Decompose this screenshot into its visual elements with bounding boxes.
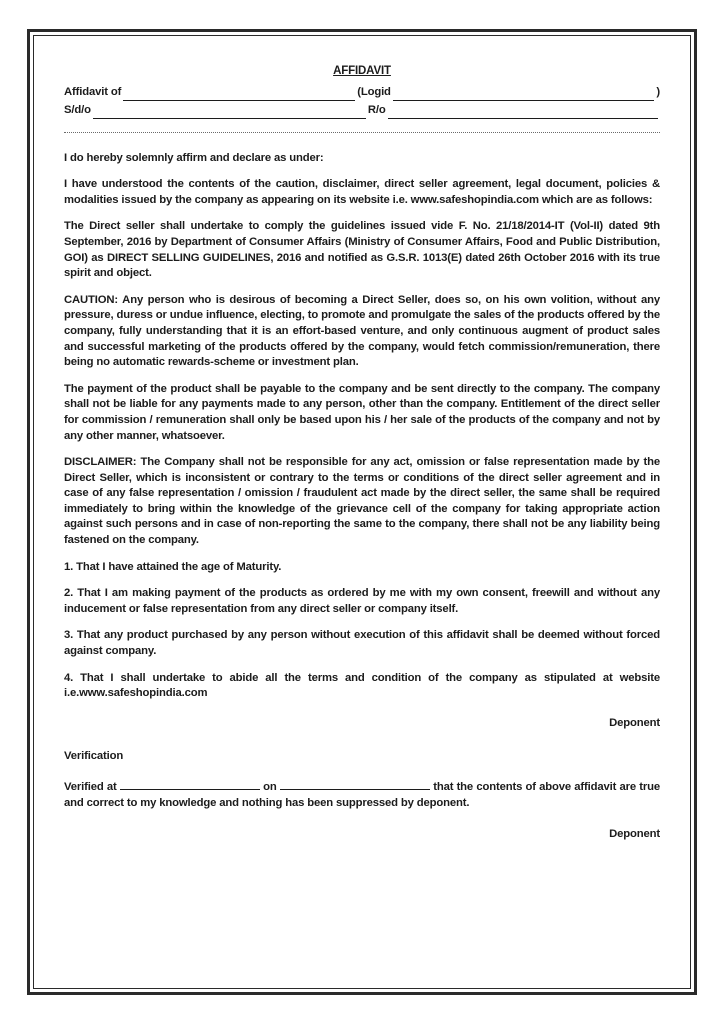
sdo-row <box>64 104 660 119</box>
sdo-label: S/d/o <box>64 104 91 116</box>
point-4: 4. That I shall undertake to abide all the terms and condition of the company as stipulated at website i.e.www.safeshopindia.com <box>64 671 660 700</box>
disclaimer-label: DISCLAIMER: <box>64 456 137 469</box>
point-2: 2. That I am making payment of the products as ordered by me with my own consent, freewill and without any inducement or false representation from any direct seller or company itself. <box>64 587 660 615</box>
logid-label: (Logid <box>357 86 391 98</box>
verified-at-label: Verified at <box>64 781 117 793</box>
logid-close: ) <box>656 86 660 98</box>
deponent-signature-2: Deponent <box>609 828 660 841</box>
verification-title: Verification <box>64 750 124 763</box>
verified-at-blank[interactable] <box>120 778 260 790</box>
document-title: AFFIDAVIT <box>333 65 391 77</box>
address-continuation-line[interactable] <box>64 122 660 133</box>
ro-label: R/o <box>367 104 386 116</box>
deponent-signature-1: Deponent <box>609 716 660 729</box>
payment-paragraph: The payment of the product shall be payable to the company and be sent directly to the company. The company shall not be liable for any payments made to any person, other than the company. Entitlement of the direct seller for commission / remuneration shall only be based upon his / her sale of the products of the company and not by any other manner, whatsoever. <box>64 382 660 442</box>
caution-paragraph <box>64 293 660 371</box>
logid-blank[interactable] <box>393 88 655 101</box>
disclaimer-text: The Company shall not be responsible for any act, omission or false representation made by the Direct Seller, which is inconsistent or contrary to the terms or conditions of the direct seller agreement and in case of any false representation / omission / fraudulent act made by the direct seller, the same shall be required immediately to bring within the knowledge of the grievance cell of the company for taking appropriate action against such persons and in case of non-reporting the same to the company, there shall not be any liability being fastened on the company. <box>64 456 660 547</box>
understood-paragraph: I have understood the contents of the caution, disclaimer, direct seller agreement, legal document, policies & modalities issued by the company as appearing on its website i.e. www.safeshopindia.com which are as follows: <box>64 178 660 206</box>
point-1: 1. That I have attained the age of Maturity. <box>64 560 282 573</box>
verification-text: that the contents of above affidavit are true and correct to my knowledge and nothing has been suppressed by deponent. <box>64 781 660 809</box>
sdo-blank[interactable] <box>93 106 366 119</box>
affidavit-of-row <box>64 86 660 101</box>
caution-label: CAUTION: <box>64 293 119 306</box>
guidelines-paragraph: The Direct seller shall undertake to comply the guidelines issued vide F. No. 21/18/2014-IT (Vol-II) dated 9th September, 2016 by Department of Consumer Affairs (Ministry of Consumer Affairs, Food and Public Distribution, GOI) as DIRECT SELLING GUIDELINES, 2016 and notified as G.S.R. 1013(E) dated 26th October 2016 with its true spirit and object. <box>64 220 660 280</box>
caution-text: Any person who is desirous of becoming a Direct Seller, does so, on his own volition, without any pressure, duress or undue influence, electing, to promote and promulgate the sales of the products offered by the company, fully understanding that it is an effort-based venture, and only continuous augment of product sales and successful marketing of the products offered by the company, would fetch commission/remuneration, there being no automatic rewards-scheme or investment plan. <box>64 293 660 369</box>
affidavit-of-label: Affidavit of <box>64 86 122 98</box>
affidavit-of-blank[interactable] <box>123 88 355 101</box>
disclaimer-paragraph <box>64 455 660 549</box>
intro-statement: I do hereby solemnly affirm and declare as under: <box>64 151 324 164</box>
verified-date-blank[interactable] <box>280 778 430 790</box>
point-3: 3. That any product purchased by any person without execution of this affidavit shall be deemed without forced against company. <box>64 629 660 658</box>
ro-blank[interactable] <box>388 106 658 119</box>
affidavit-document <box>64 64 660 861</box>
on-label: on <box>263 781 277 793</box>
verification-statement <box>64 778 660 811</box>
